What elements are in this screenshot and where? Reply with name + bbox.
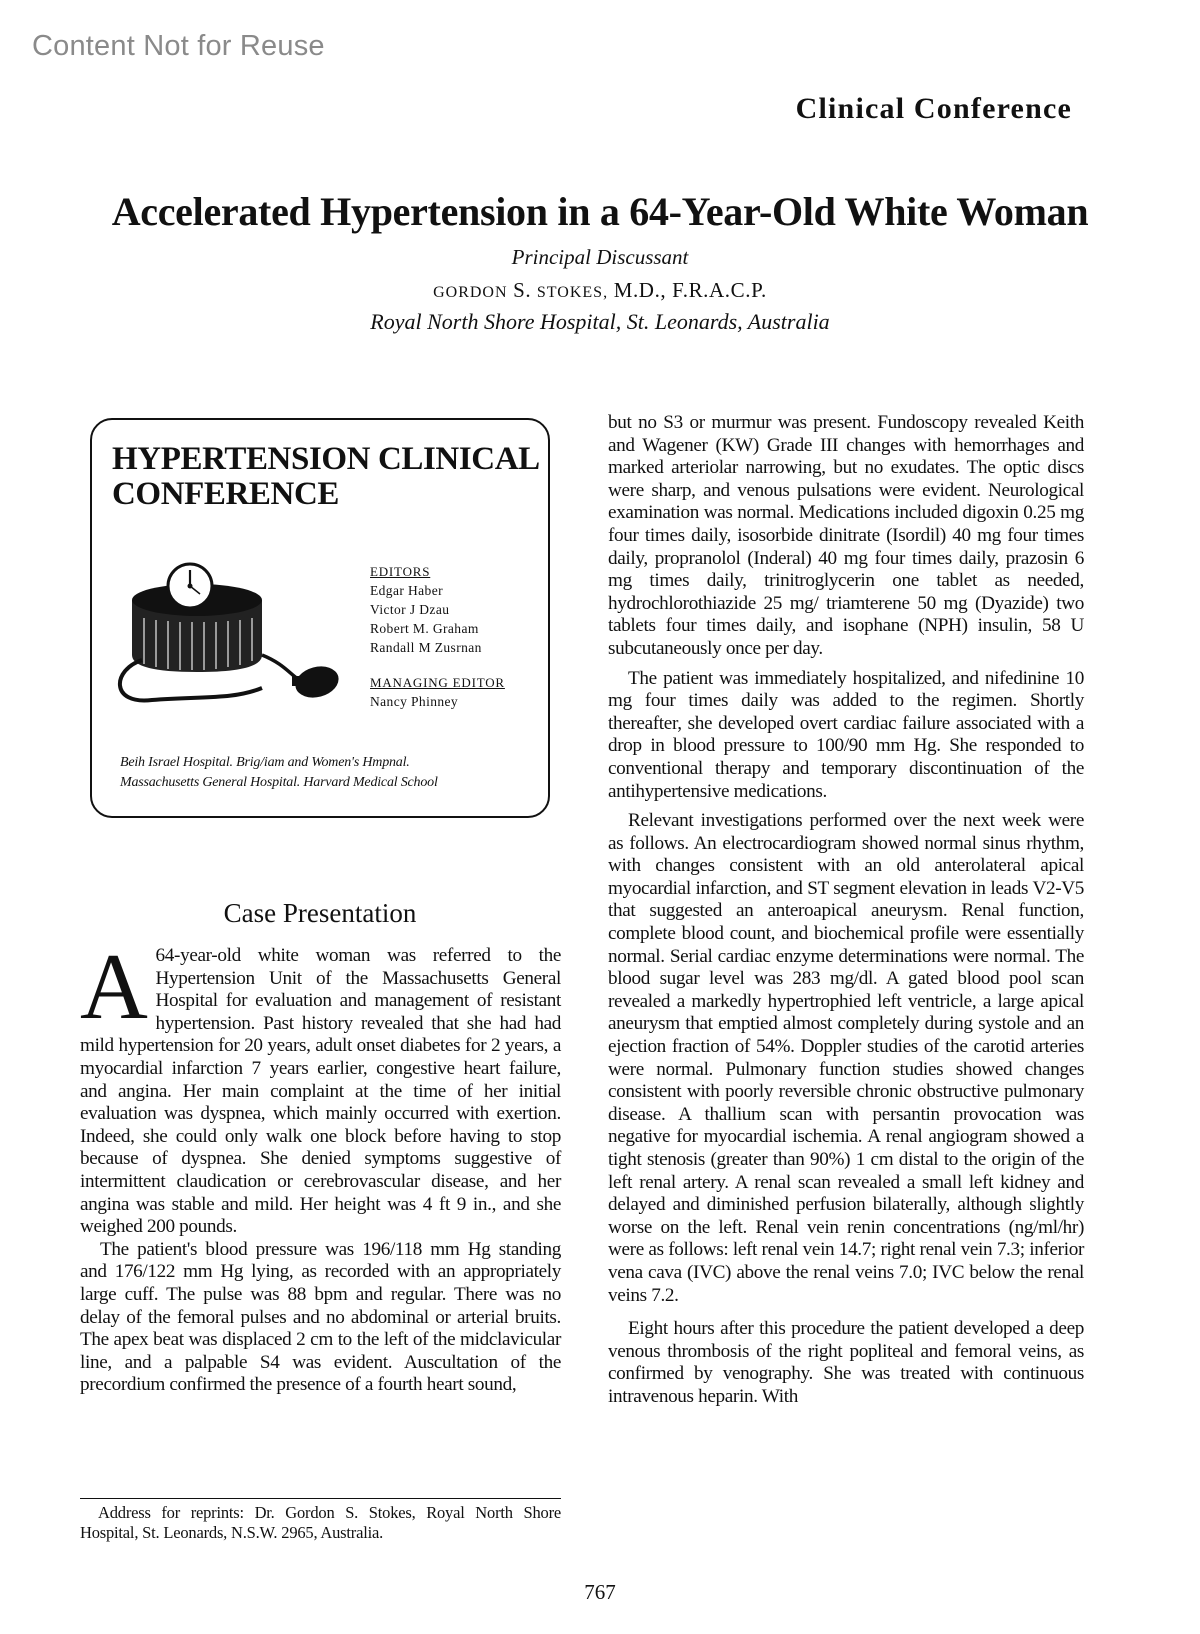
right-column [608,412,1084,1409]
author-affiliation: Royal North Shore Hospital, St. Leonards, Australia [370,309,830,334]
blood-pressure-cuff-icon [112,560,352,710]
editors-list [370,562,505,711]
author-line [0,278,1200,303]
managing-editor-name: Nancy Phinney [370,694,459,709]
editor-name: Victor J Dzau [370,602,450,617]
article-title: Accelerated Hypertension in a 64-Year-Old White Woman [111,189,1089,234]
paragraph: Relevant investigations performed over the next week were as follows. An electrocardiogram showed normal sinus rhythm, with changes consistent with an old anterolateral apical myocardial infarction, and ST segment elevation in leads V2-V5 that suggested an anteroapical aneurysm. Renal function, complete blood count, and biochemical profile were essentially normal. Serial cardiac enzyme determinations were normal. The blood sugar level was 283 mg/dl. A gated blood pool scan revealed a markedly hypertrophied left ventricle, a large apical aneurysm that emptied almost completely during systole and an ejection fraction of 54%. Doppler studies of the carotid arteries were normal. Pulmonary function studies showed changes consistent with poorly reversible chronic obstructive pulmonary disease. A thallium scan with persantin provocation was negative for myocardial ischemia. A renal angiogram showed a tight stenosis (greater than 90%) 1 cm distal to the origin of the left renal artery. A renal scan revealed a small left kidney and delayed and diminished perfusion bilaterally, although slightly worse on the left. Renal vein renin concentrations (ng/ml/hr) were as follows: left renal vein 14.7; right renal vein 7.3; inferior vena cava (IVC) above the renal veins 7.0; IVC below the renal veins 7.2. [608,810,1084,1306]
author-first: GORDON [433,284,508,301]
paragraph-text: 64-year-old white woman was referred to the Hypertension Unit of the Massachusetts General Hospital for evaluation and management of resistant hypertension. Past history revealed that she had had mild hypertension for 20 years, adult onset diabetes for 2 years, a myocardial infarction 7 years earlier, congestive heart failure, and angina. Her main complaint at the time of her initial evaluation was dyspnea, which mainly occurred with exertion. Indeed, she could only walk one block before having to stop because of dyspnea. She denied symptoms suggestive of intermittent claudication or cerebrovascular disease, and her angina was stable and mild. Her height was 4 ft 9 in., and she weighed 200 pounds. [80,945,561,1238]
footnote-rule [80,1498,561,1499]
drop-cap: A [80,935,148,1039]
paragraph [80,935,561,1239]
footnote-text: Address for reprints: Dr. Gordon S. Stokes, Royal North Shore Hospital, St. Leonards, N.S.W. 2965, Australia. [80,1503,561,1542]
editor-name: Randall M Zusrnan [370,640,482,655]
page-number: 767 [584,1580,616,1604]
author-last: STOKES, [536,284,609,301]
paragraph: but no S3 or murmur was present. Fundoscopy revealed Keith and Wagener (KW) Grade III changes with hemorrhages and marked arteriolar narrowing, but no exudates. The optic discs were sharp, and venous pulsations were evident. Neurological examination was normal. Medications included digoxin 0.25 mg four times daily, isosorbide dinitrate (Isordil) 40 mg four times daily, propranolol (Inderal) 40 mg four times daily, prazosin 6 mg times daily, trinitroglycerin one tablet as needed, hydrochlorothiazide 25 mg/ triamterene 50 mg (Dyazide) two tablets four times daily, and isophane (NPH) insulin, 58 U subcutaneously once per day. [608,412,1084,659]
paragraph: The patient was immediately hospitalized, and nifedinine 10 mg four times daily was added to the regimen. Shortly thereafter, she developed overt cardiac failure associated with a drop in blood pressure to 100/90 mm Hg. She responded to conventional therapy and temporary discontinuation of the antihypertensive medications. [608,667,1084,802]
box-affiliation-line: Beih Israel Hospital. Brig/iam and Women's Hmpnal. [120,755,410,770]
author-initial: S. [513,278,532,302]
editors-heading: EDITORS [370,564,431,579]
conference-box-affiliation [120,753,540,793]
box-affiliation-line: Massachusetts General Hospital. Harvard Medical School [120,775,438,790]
footnote [80,1503,561,1543]
editor-name: Edgar Haber [370,583,443,598]
watermark: Content Not for Reuse [32,30,325,62]
case-presentation-heading: Case Presentation [223,898,417,928]
editor-name: Robert M. Graham [370,621,479,636]
section-label: Clinical Conference [795,92,1072,125]
conference-box-title: HYPERTENSION CLINICAL CONFERENCE [112,441,538,512]
author-degrees: M.D., F.R.A.C.P. [613,278,767,302]
article-subtitle: Principal Discussant [511,245,689,269]
managing-editor-heading: MANAGING EDITOR [370,675,505,690]
left-column [80,935,561,1397]
paragraph: Eight hours after this procedure the patient developed a deep venous thrombosis of the right popliteal and femoral veins, as confirmed by venography. She was treated with continuous intravenous heparin. With [608,1318,1084,1407]
paragraph: The patient's blood pressure was 196/118 mm Hg standing and 176/122 mm Hg lying, as recorded with an appropriately large cuff. The pulse was 88 bpm and regular. There was no delay of the femoral pulses and no abdominal or arterial bruits. The apex beat was displaced 2 cm to the left of the midclavicular line, and a palpable S4 was evident. Auscultation of the precordium confirmed the presence of a fourth heart sound, [80,1238,561,1396]
